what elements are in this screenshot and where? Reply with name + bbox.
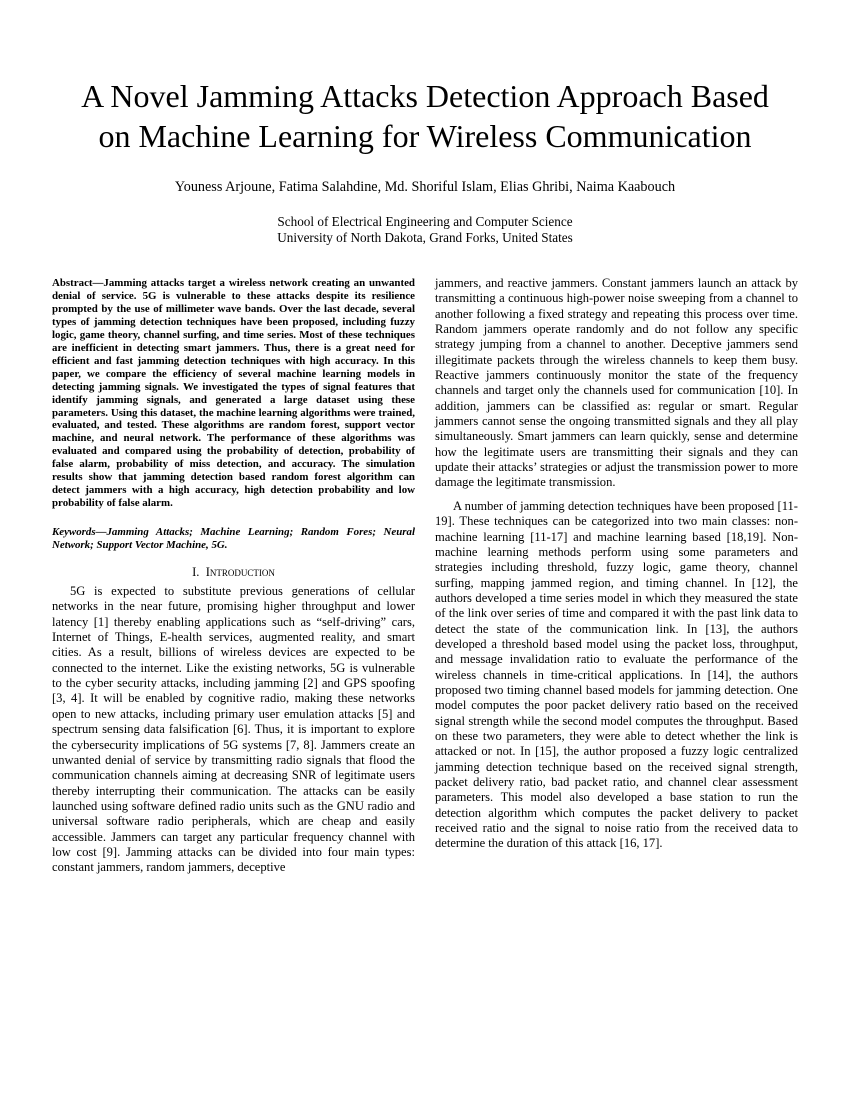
section-number: I. — [192, 565, 200, 580]
right-column — [435, 276, 798, 852]
intro-paragraph-2: A number of jamming detection techniques have been proposed [11-19]. These techniques can be categorized into two main classes: non-machine learning [11-17] and machine learning based [18,19]. Non-machine learning methods perform using some parameters and strategies including threshold, fuzzy logic, game theory, channel surfing, mapping jammed region, and timing channel. In [12], the authors developed a time series model in which they measured the state of the link over series of time and compared it with the past link data to detect the state of the communication link. In [13], the authors developed a threshold based model using the packet loss, throughput, and message invalidation ratio to evaluate the performance of the wireless channels in time-critical applications. In [14], the authors proposed two timing channel based models for jamming detection. One model computes the poor packet delivery ratio based on the received signal strength while the second model computes the throughput. Based on these two parameters, they were able to detect whether the link is attacked or not. In [15], the author proposed a fuzzy logic centralized jamming detection technique based on the received signal strength, packet delivery ratio, bad packet ratio, and channel clear assessment parameters. This model also developed a base station to run the detection algorithm which computes the packet delivery to packet received ratio and the signal to noise ratio from the received data to determine the duration of this attack [16, 17]. — [435, 498, 798, 851]
affiliation-line-1: School of Electrical Engineering and Computer Science — [277, 214, 573, 229]
intro-paragraph-1-continued: jammers, and reactive jammers. Constant jammers launch an attack by transmitting a continuous high-power noise sweeping from a channel to another following a fixed strategy and repeating this process over time. Random jammers operate randomly and do not follow any specific strategy jumping from a channel to another. Deceptive jammers send illegitimate packets through the wireless channels to keep them busy. Reactive jammers continuously monitor the state of the frequency channels and target only the channels used for communication [10]. In addition, jammers can be classified as: regular or smart. Regular jammers cannot sense the ongoing transmitted signals and they all play simultaneously. Smart jammers can learn quickly, sense and determine how the legitimate users are transmitting their signals and they can update their attacks’ strategies or adjust the transmission power to more damage the legitimate transmission. — [435, 276, 798, 490]
affiliation — [40, 214, 810, 246]
intro-paragraph-1: 5G is expected to substitute previous generations of cellular networks in the near future, promising higher throughput and lower latency [1] thereby enabling applications such as “self-driving” cars, Internet of Things, E-health services, augmented reality, and smart cities. As a result, billions of wireless devices are expected to be connected to the internet. Like the existing networks, 5G is vulnerable to the cyber security attacks, including jamming [2] and GPS spoofing [3, 4]. It will be enabled by cognitive radio, making these networks open to new attacks, including primary user emulation attacks [5] and spectrum sensing data falsification [6]. Thus, it is important to explore the cybersecurity implications of 5G systems [7, 8]. Jammers create an unwanted denial of service by transmitting radio signals that flood the communication channels aiming at decreasing SNR of legitimate users thereby interrupting their communication. The attacks can be easily launched using software defined radio units such as the GNU radio and universal software radio peripherals, which are cheap and easily accessible. Jammers can target any particular frequency channel with low cost [9]. Jamming attacks can be divided into four main types: constant jammers, random jammers, deceptive — [52, 584, 415, 875]
title-line-1: A Novel Jamming Attacks Detection Approach Based — [81, 78, 769, 114]
left-column — [52, 277, 415, 876]
paper-title — [40, 76, 810, 156]
abstract: Abstract—Jamming attacks target a wireless network creating an unwanted denial of service. 5G is vulnerable to these attacks despite its resilience prompted by the use of millimeter wave bands. Over the last decade, several types of jamming detection techniques have been proposed, including fuzzy logic, game theory, channel surfing, and time series. Most of these techniques are inefficient in detecting smart jammers. Thus, there is a great need for efficient and fast jamming detection techniques with high accuracy. In this paper, we compare the efficiency of several machine learning models in detecting jamming signals. We investigated the types of signal features that identify jamming signals, and generated a large dataset using these parameters. Using this dataset, the machine learning algorithms were trained, evaluated, and tested. These algorithms are random forest, support vector machine, and neural network. The performance of these algorithms was evaluated and compared using the probability of detection, probability of false alarm, probability of miss detection, and accuracy. The simulation results show that jamming detection based random forest algorithm can detect jammers with a high accuracy, high detection probability and low probability of false alarm. — [52, 277, 415, 510]
author-list: Youness Arjoune, Fatima Salahdine, Md. Shoriful Islam, Elias Ghribi, Naima Kaabouch — [174, 179, 676, 195]
keywords: Keywords—Jamming Attacks; Machine Learning; Random Fores; Neural Network; Support Vector Machine, 5G. — [52, 526, 415, 552]
section-heading-introduction — [52, 564, 415, 580]
affiliation-line-2: University of North Dakota, Grand Forks, United States — [277, 230, 573, 245]
title-line-2: on Machine Learning for Wireless Communication — [98, 118, 752, 154]
section-title: Introduction — [205, 565, 275, 580]
